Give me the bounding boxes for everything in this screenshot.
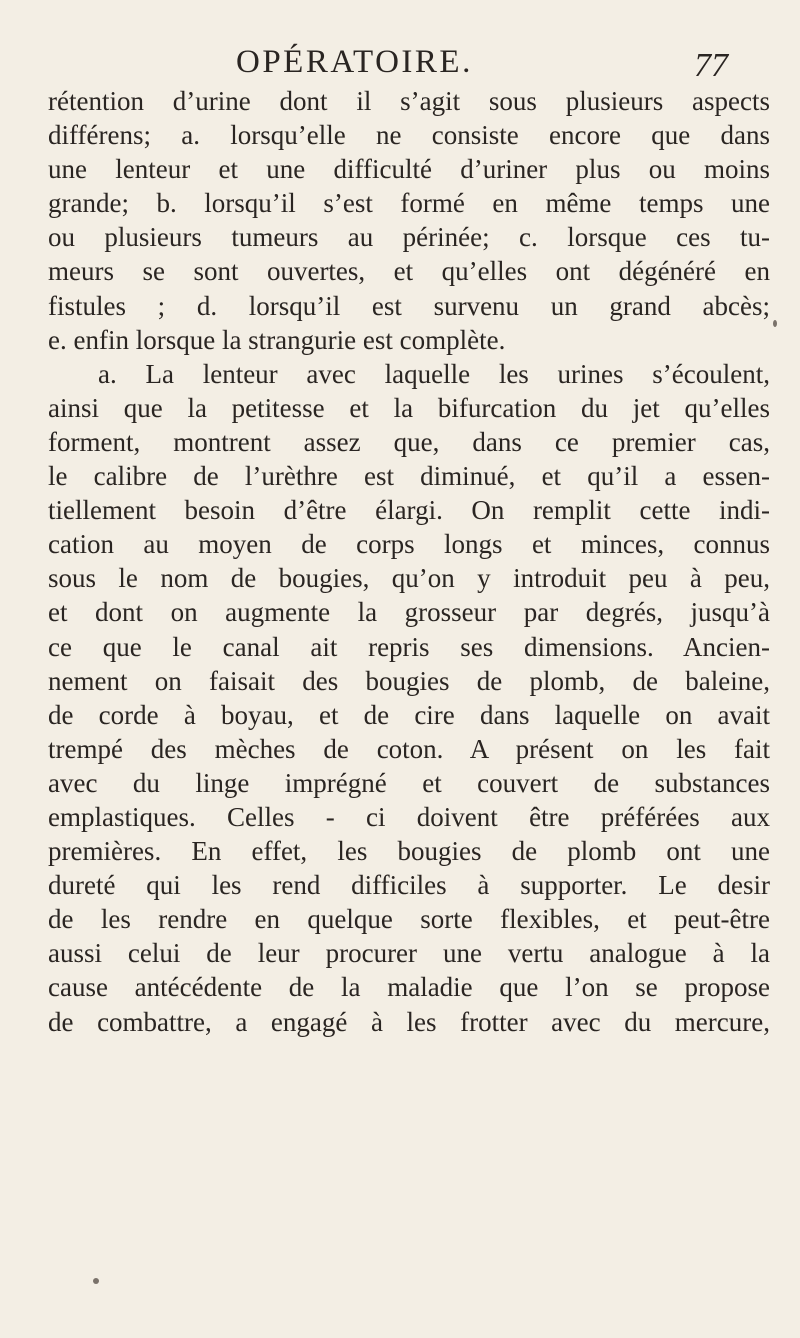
text-line: ou plusieurs tumeurs au périnée; c. lorsque ces tu- <box>48 222 770 253</box>
text-line: e. enfin lorsque la strangurie est complète. <box>48 324 506 355</box>
text-line: forment, montrent assez que, dans ce premier cas, <box>48 426 770 457</box>
text-line: cation au moyen de corps longs et minces, connus <box>48 529 770 560</box>
text-line: sous le nom de bougies, qu’on y introduit peu à peu, <box>48 563 770 594</box>
text-line: de combattre, a engagé à les frotter avec du mercure, <box>48 1006 770 1037</box>
text-line: trempé des mèches de coton. A présent on les fait <box>48 733 770 764</box>
text-line: tiellement besoin d’être élargi. On remplit cette indi- <box>48 495 770 526</box>
text-line: différens; a. lorsqu’elle ne consiste encore que dans <box>48 120 770 151</box>
text-line: le calibre de l’urèthre est diminué, et qu’il a essen- <box>48 461 770 492</box>
text-line: emplastiques. Celles - ci doivent être préférées aux <box>48 801 770 832</box>
text-line: aussi celui de leur procurer une vertu analogue à la <box>48 938 770 969</box>
text-line: une lenteur et une difficulté d’uriner plus ou moins <box>48 154 770 185</box>
text-line: premières. En effet, les bougies de plomb ont une <box>48 836 770 867</box>
paper-speck <box>93 1278 99 1284</box>
running-title: OPÉRATOIRE. <box>236 44 473 80</box>
text-line: ce que le canal ait repris ses dimensions. Ancien- <box>48 631 770 662</box>
text-line: de corde à boyau, et de cire dans laquelle on avait <box>48 699 770 730</box>
page-number: 77 <box>694 47 728 84</box>
text-line: cause antécédente de la maladie que l’on se propose <box>48 972 770 1003</box>
text-line: grande; b. lorsqu’il s’est formé en même temps une <box>48 188 770 219</box>
text-line: dureté qui les rend difficiles à supporter. Le desir <box>48 870 770 901</box>
text-line: et dont on augmente la grosseur par degrés, jusqu’à <box>48 597 770 628</box>
text-line: avec du linge imprégné et couvert de substances <box>48 767 770 798</box>
text-line: ainsi que la petitesse et la bifurcation du jet qu’elles <box>48 392 770 423</box>
text-line: fistules ; d. lorsqu’il est survenu un grand abcès; <box>48 290 770 321</box>
body-text <box>48 84 770 1039</box>
text-line: meurs se sont ouvertes, et qu’elles ont dégénéré en <box>48 256 770 287</box>
text-line: rétention d’urine dont il s’agit sous plusieurs aspects <box>48 86 770 116</box>
text-line: a. La lenteur avec laquelle les urines s’écoulent, <box>98 358 770 389</box>
text-line: de les rendre en quelque sorte flexibles, et peut-être <box>48 904 770 935</box>
running-head <box>0 38 800 88</box>
paper-speck <box>773 320 777 327</box>
text-line: nement on faisait des bougies de plomb, de baleine, <box>48 665 770 696</box>
